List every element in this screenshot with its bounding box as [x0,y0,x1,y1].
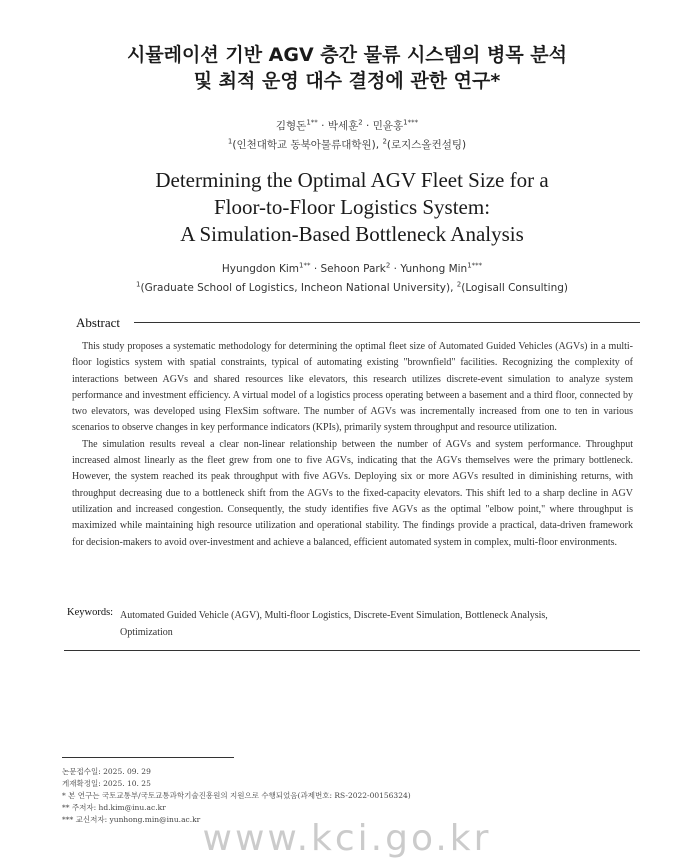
author-name: Yunhong Min [400,263,468,275]
watermark: www.kci.go.kr [202,818,492,859]
affil-text: (Graduate School of Logistics, Incheon National University), [140,282,457,294]
footnote-co-author: *** 교신저자: yunhong.min@inu.ac.kr [62,815,201,824]
affil-mark: 1 [136,280,141,289]
affil-text: (Logisall Consulting) [461,282,568,294]
footnote-received: 논문접수일: 2025. 09. 29 [62,767,151,776]
keywords-line1: Automated Guided Vehicle (AGV), Multi-floor Logistics, Discrete-Event Simulation, Bottleneck Analysis, [120,610,548,621]
abstract-divider [134,322,640,323]
affil-mark: 1 [227,137,233,146]
abstract-paragraph-2: The simulation results reveal a clear non-linear relationship between the number of AGVs and system performance. Throughput increased almost linearly as the fleet grew from one to five AGVs, indicating that the AGVs themselves were the primary bottleneck. However, the system reached its peak throughput with five AGVs. Deploying six or more AGVs resulted in diminishing returns, with throughput decreasing due to a bottleneck shift from the AGVs to the fixed-capacity elevators. This shift led to a sharp decline in AGV utilization and increased congestion. Consequently, the study identifies five AGVs as the optimal "elbow point," where throughput is maximized while maintaining high resource utilization and operational stability. The findings provide a practical, data-driven framework for decision-makers to avoid over-investment and achieve a balanced, efficient automated system in complex, multi-floor environments. [72,438,633,548]
author-mark: 2 [358,118,363,127]
abstract-heading: Abstract [76,315,121,330]
author-name: 박세훈 [327,120,359,132]
author-name: Hyungdon Kim [221,263,300,275]
korean-title-line1: 시뮬레이션 기반 AGV 층간 물류 시스템의 병목 분석 [126,44,568,66]
author-mark: 2 [385,261,391,270]
affil-text: (인천대학교 동북아물류대학원), [232,139,383,151]
author-mark: 1** [299,261,311,270]
korean-title-line2: 및 최적 운영 대수 결정에 관한 연구* [193,70,501,92]
english-affiliations [0,282,694,294]
author-separator: · [317,120,328,132]
keywords-label: Keywords: [67,607,114,618]
english-title-line1: Determining the Optimal AGV Fleet Size for a [155,168,549,192]
keywords-line2: Optimization [120,627,173,638]
footnote-funding: * 본 연구는 국토교통부/국토교통과학기술진흥원의 지원으로 수행되었음(과제번호: RS-2022-00156324) [62,791,411,800]
author-separator: · [390,263,401,275]
section-divider [64,650,640,651]
keywords-text [120,607,630,641]
author-separator: · [362,120,373,132]
korean-affiliations [0,137,694,152]
english-title [0,167,694,248]
english-authors [0,263,694,275]
affil-text: (로지스올컨설팅) [386,139,467,151]
author-mark: 1** [306,118,318,127]
affil-mark: 2 [382,137,387,146]
english-title-line2: Floor-to-Floor Logistics System: [213,195,491,219]
author-name: 민윤홍 [372,120,404,132]
footnote-corresponding: ** 주저자: hd.kim@inu.ac.kr [62,803,166,812]
author-name: 김형돈 [275,120,307,132]
author-mark: 1*** [467,261,483,270]
footnote-accepted: 게재확정일: 2025. 10. 25 [62,779,151,788]
author-mark: 1*** [403,118,419,127]
korean-authors [0,118,694,133]
korean-title [0,42,694,94]
abstract-paragraph-1: This study proposes a systematic methodology for determining the optimal fleet size of Automated Guided Vehicles (AGVs) in a multi-floor logistics system with spatial constraints, typical of automating existing "brownfield" facilities. Recognizing the complexity of interactions between AGVs and shared resources like elevators, this research utilizes discrete-event simulation to analyze system performance and investment efficiency. A virtual model of a logistics process operating between a basement and a third floor, connected by two elevators, was developed using FlexSim software. The number of AGVs was incrementally increased from one to ten in various scenarios to observe changes in key performance indicators (KPIs), primarily system throughput and resource utilization. [72,341,633,434]
author-separator: · [310,263,321,275]
affil-mark: 2 [456,280,462,289]
author-name: Sehoon Park [320,263,386,275]
english-title-line3: A Simulation-Based Bottleneck Analysis [180,222,524,246]
footnote-divider [62,757,234,758]
abstract-body [72,339,633,551]
